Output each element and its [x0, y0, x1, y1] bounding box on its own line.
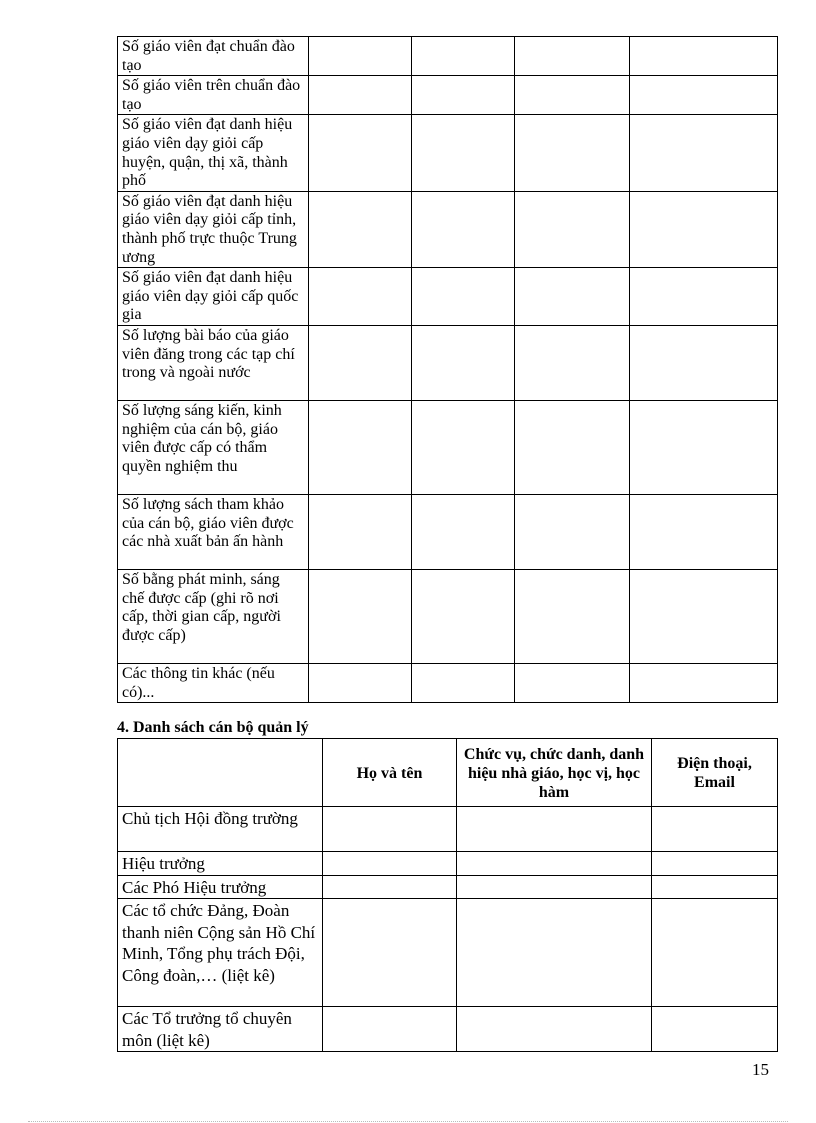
- row-label: Số lượng sách tham khảo của cán bộ, giáo viên được các nhà xuất bản ấn hành: [118, 494, 309, 569]
- teacher-statistics-table: [117, 36, 778, 703]
- table-cell: [309, 191, 412, 267]
- table-cell: [630, 325, 778, 400]
- table-cell: [630, 400, 778, 494]
- table-cell: [515, 400, 630, 494]
- table-cell: [630, 76, 778, 115]
- table-cell: [652, 852, 778, 876]
- row-label: Số giáo viên trên chuẩn đào tạo: [118, 76, 309, 115]
- column-header: Điện thoại, Email: [652, 739, 778, 807]
- row-label: Hiệu trưởng: [118, 852, 323, 876]
- table-cell: [309, 494, 412, 569]
- row-label: Số giáo viên đạt danh hiệu giáo viên dạy giỏi cấp tỉnh, thành phố trực thuộc Trung ương: [118, 191, 309, 267]
- table-cell: [309, 663, 412, 702]
- table-cell: [412, 115, 515, 191]
- table-cell: [515, 494, 630, 569]
- table-cell: [515, 569, 630, 663]
- table-cell: [323, 852, 457, 876]
- row-label: Số bằng phát minh, sáng chế được cấp (ghi rõ nơi cấp, thời gian cấp, người được cấp): [118, 569, 309, 663]
- table-cell: [630, 569, 778, 663]
- table-cell: [309, 115, 412, 191]
- footer-divider: [28, 1121, 788, 1122]
- row-label: Số giáo viên đạt danh hiệu giáo viên dạy giỏi cấp quốc gia: [118, 268, 309, 326]
- table-cell: [412, 569, 515, 663]
- table-row: [118, 569, 778, 663]
- table-cell: [412, 325, 515, 400]
- column-header: [118, 739, 323, 807]
- table-row: [118, 191, 778, 267]
- table-row: [118, 268, 778, 326]
- table-cell: [630, 663, 778, 702]
- table-row: [118, 37, 778, 76]
- table-cell: [309, 76, 412, 115]
- table-cell: [309, 325, 412, 400]
- table-cell: [652, 899, 778, 1007]
- table-cell: [630, 115, 778, 191]
- row-label: Số giáo viên đạt chuẩn đào tạo: [118, 37, 309, 76]
- table-row: [118, 875, 778, 899]
- table-row: [118, 899, 778, 1007]
- row-label: Các thông tin khác (nếu có)...: [118, 663, 309, 702]
- table-cell: [515, 663, 630, 702]
- table-cell: [309, 400, 412, 494]
- row-label: Số giáo viên đạt danh hiệu giáo viên dạy giỏi cấp huyện, quận, thị xã, thành phố: [118, 115, 309, 191]
- table-cell: [652, 807, 778, 852]
- table-cell: [515, 268, 630, 326]
- section-title: 4. Danh sách cán bộ quản lý: [117, 719, 309, 736]
- table-cell: [515, 115, 630, 191]
- table-cell: [309, 569, 412, 663]
- table-row: [118, 852, 778, 876]
- column-header: Họ và tên: [323, 739, 457, 807]
- table-cell: [652, 875, 778, 899]
- table-cell: [515, 325, 630, 400]
- table-cell: [515, 76, 630, 115]
- table-cell: [323, 875, 457, 899]
- table-cell: [412, 37, 515, 76]
- table-cell: [630, 37, 778, 76]
- table-cell: [412, 76, 515, 115]
- table-cell: [652, 1007, 778, 1052]
- row-label: Các tổ chức Đảng, Đoàn thanh niên Cộng sản Hồ Chí Minh, Tổng phụ trách Đội, Công đoàn,… (liệt kê): [118, 899, 323, 1007]
- table-cell: [457, 875, 652, 899]
- table-cell: [457, 1007, 652, 1052]
- row-label: Chủ tịch Hội đồng trường: [118, 807, 323, 852]
- table-row: [118, 325, 778, 400]
- table-cell: [412, 191, 515, 267]
- row-label: Số lượng sáng kiến, kinh nghiệm của cán bộ, giáo viên được cấp có thẩm quyền nghiệm thu: [118, 400, 309, 494]
- table-cell: [457, 899, 652, 1007]
- table-cell: [515, 37, 630, 76]
- table-row: [118, 400, 778, 494]
- table-header-row: [118, 739, 778, 807]
- table-cell: [457, 807, 652, 852]
- table-row: [118, 1007, 778, 1052]
- management-staff-table: [117, 738, 778, 1052]
- table-cell: [630, 494, 778, 569]
- table-cell: [412, 268, 515, 326]
- table-cell: [630, 268, 778, 326]
- table-row: [118, 663, 778, 702]
- table-row: [118, 807, 778, 852]
- table-cell: [309, 268, 412, 326]
- column-header: Chức vụ, chức danh, danh hiệu nhà giáo, học vị, học hàm: [457, 739, 652, 807]
- table-cell: [309, 37, 412, 76]
- table-cell: [515, 191, 630, 267]
- row-label: Số lượng bài báo của giáo viên đăng trong các tạp chí trong và ngoài nước: [118, 325, 309, 400]
- table-cell: [412, 663, 515, 702]
- row-label: Các Tổ trưởng tổ chuyên môn (liệt kê): [118, 1007, 323, 1052]
- table-cell: [323, 1007, 457, 1052]
- table-row: [118, 494, 778, 569]
- table-row: [118, 76, 778, 115]
- table-cell: [412, 494, 515, 569]
- table-cell: [630, 191, 778, 267]
- table-row: [118, 115, 778, 191]
- table-cell: [323, 807, 457, 852]
- row-label: Các Phó Hiệu trưởng: [118, 875, 323, 899]
- table-cell: [457, 852, 652, 876]
- table-cell: [323, 899, 457, 1007]
- table-cell: [412, 400, 515, 494]
- page-number: 15: [752, 1060, 769, 1079]
